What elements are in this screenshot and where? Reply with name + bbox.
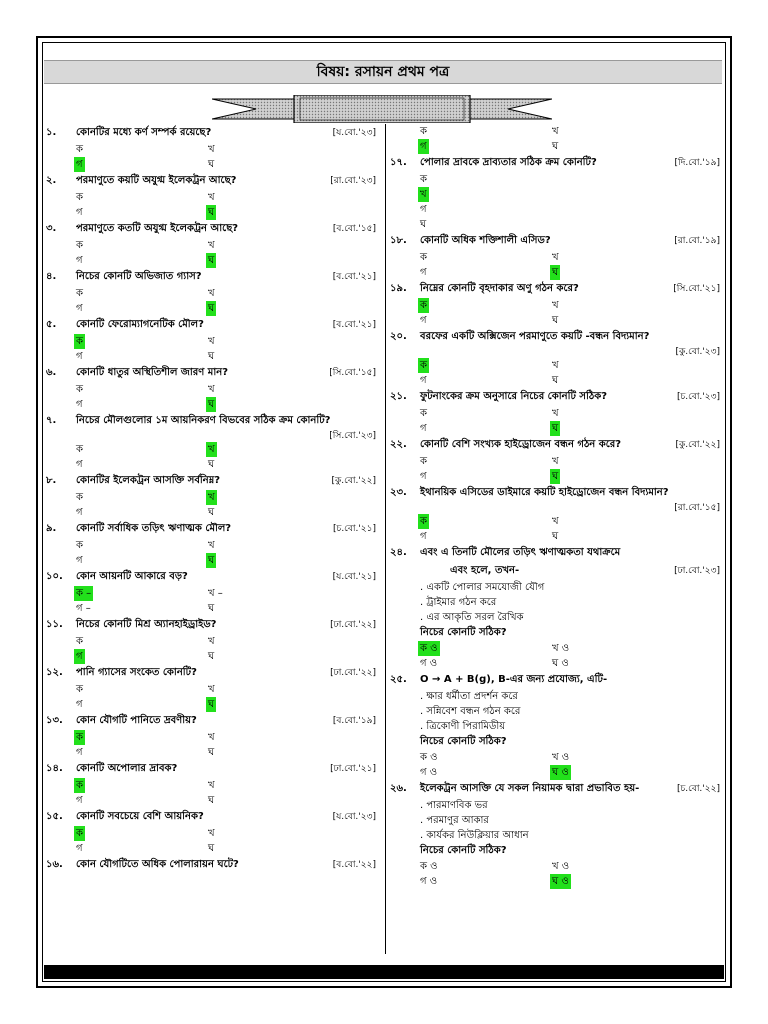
question-text: নিম্নের কোনটি বৃহদাকার অণু গঠন করে?: [420, 283, 579, 294]
question-text: পরমাণুতে কতটি অযুগ্ম ইলেকট্রন আছে?: [76, 223, 239, 234]
option-row: [390, 656, 724, 671]
option-1[interactable]: ক: [76, 444, 83, 455]
option-row: [46, 442, 380, 457]
option-row: [46, 190, 380, 205]
question-number: ৭.: [46, 415, 57, 426]
option-2[interactable]: খ ও: [552, 861, 570, 872]
question-source: [ব.বো.'২২]: [332, 860, 376, 870]
question-source: [চ.বো.'২১]: [332, 524, 376, 534]
option-3[interactable]: গ: [76, 399, 83, 410]
option-row: [46, 382, 380, 397]
option-2[interactable]: খ: [208, 192, 215, 203]
question-text: কোনটি ধাতুর অস্থিতিশীল জারণ মান?: [76, 367, 229, 378]
question-text: কোন আয়নটি আকারে বড়?: [76, 571, 188, 582]
option-row: [46, 730, 380, 745]
question-source: [ঢা.বো.'২১]: [330, 764, 376, 774]
question-source: [সি.বো.'২১]: [673, 284, 720, 294]
option-4[interactable]: ঘ: [552, 471, 559, 482]
question-source: [ঢা.বো.'২৩]: [674, 566, 720, 576]
question-line: [390, 388, 724, 406]
question-number: ২৪.: [390, 547, 407, 558]
option-row: [46, 157, 380, 172]
option-1[interactable]: ক: [420, 456, 427, 467]
option-2[interactable]: খ: [552, 456, 559, 467]
option-row: [46, 205, 380, 220]
question-text: কোনটি সর্বাধিক তড়িৎ ঋণাত্মক মৌল?: [76, 523, 232, 534]
statement-item: . ত্রিকোণী পিরামিডীয়: [420, 721, 506, 732]
option-4[interactable]: ঘ: [208, 603, 215, 614]
option-4[interactable]: ঘ: [208, 303, 215, 314]
option-2[interactable]: খ: [208, 444, 215, 455]
statement-item: . একটি পোলার সমযোজী যৌগ: [420, 582, 545, 593]
option-2[interactable]: খ: [552, 126, 559, 137]
option-2[interactable]: খ: [552, 300, 559, 311]
option-row: [46, 238, 380, 253]
question-text: পরমাণুতে কয়টি অযুগ্ম ইলেকট্রন আছে?: [76, 175, 237, 186]
option-3[interactable]: গ ও: [420, 767, 438, 778]
question-source: [কু.বো.'২৩]: [675, 347, 720, 357]
left-column: [46, 124, 380, 874]
option-3[interactable]: গ: [76, 159, 83, 170]
option-4[interactable]: ঘ: [208, 699, 215, 710]
question-source: [ব.বো.'১৫]: [332, 224, 376, 234]
option-row: [46, 697, 380, 712]
option-1[interactable]: ক: [76, 636, 83, 647]
option-3[interactable]: গ –: [76, 603, 91, 614]
question-prompt: নিচের কোনটি সঠিক?: [420, 736, 507, 747]
question-line: [390, 562, 724, 580]
option-row: [46, 601, 380, 616]
option-row: [46, 586, 380, 601]
option-3[interactable]: গ ও: [420, 876, 438, 887]
option-1[interactable]: ক: [76, 144, 83, 155]
option-row: [46, 397, 380, 412]
question-line: [46, 712, 380, 730]
question-line: [46, 616, 380, 634]
option-row: [390, 172, 724, 187]
option-2[interactable]: খ ও: [552, 752, 570, 763]
option-row: [390, 469, 724, 484]
option-row: [390, 406, 724, 421]
question-text: ইলেকট্রন আসক্তি যে সকল নিয়ামক দ্বারা প্রভাবিত হয়-: [420, 783, 640, 794]
option-2[interactable]: খ: [208, 492, 215, 503]
question-text: কোনটি অধিক শক্তিশালী এসিড?: [420, 235, 551, 246]
question-number: ২৩.: [390, 487, 407, 498]
option-2[interactable]: খ: [208, 780, 215, 791]
option-4[interactable]: ঘ: [208, 507, 215, 518]
question-source: [ঢা.বো.'২২]: [330, 668, 376, 678]
question-line: [46, 220, 380, 238]
option-2[interactable]: খ: [208, 540, 215, 551]
question-number: ২.: [46, 175, 57, 186]
question-number: ১৯.: [390, 283, 407, 294]
option-2[interactable]: খ: [208, 384, 215, 395]
option-3[interactable]: গ: [420, 141, 427, 152]
option-row: [390, 421, 724, 436]
question-number: ৯.: [46, 523, 57, 534]
decorative-ribbon: [212, 95, 552, 123]
question-number: ২৫.: [390, 674, 407, 685]
option-2[interactable]: খ: [552, 360, 559, 371]
option-2[interactable]: খ: [208, 636, 215, 647]
option-4[interactable]: ঘ: [552, 531, 559, 542]
statement-item: . সন্নিবেশ বন্ধন গঠন করে: [420, 706, 521, 717]
option-row: [46, 142, 380, 157]
question-text: পানি গ্যাসের সংকেত কোনটি?: [76, 667, 197, 678]
question-number: ৬.: [46, 367, 57, 378]
question-source: [য.বো.'২৩]: [332, 812, 376, 822]
option-1[interactable]: ক: [76, 288, 83, 299]
option-1[interactable]: ক: [76, 384, 83, 395]
option-3[interactable]: গ: [420, 423, 427, 434]
question-line: [46, 760, 380, 778]
option-1[interactable]: ক: [420, 252, 427, 263]
option-1[interactable]: ক: [76, 240, 83, 251]
question-line: [46, 124, 380, 142]
option-row: [46, 349, 380, 364]
option-row: [390, 859, 724, 874]
option-1[interactable]: ক –: [76, 588, 92, 599]
option-row: [390, 514, 724, 529]
option-2[interactable]: খ: [552, 252, 559, 263]
column-divider: [385, 124, 386, 954]
question-number: ১৫.: [46, 811, 63, 822]
question-number: ১৭.: [390, 157, 407, 168]
question-text: কোনটির মধ্যে কর্ণ সম্পর্ক রয়েছে?: [76, 127, 212, 138]
option-1[interactable]: ক: [420, 516, 427, 527]
option-3[interactable]: গ: [76, 459, 83, 470]
option-1[interactable]: ক: [76, 828, 83, 839]
option-4[interactable]: ঘ: [208, 459, 215, 470]
option-row: [390, 529, 724, 544]
question-line: [390, 328, 724, 346]
option-row: [390, 641, 724, 656]
option-4[interactable]: ঘ: [208, 843, 215, 854]
statement-item: . পারমাণবিক ভর: [420, 800, 488, 811]
option-row: [390, 124, 724, 139]
question-source: [দি.বো.'১৯]: [674, 158, 720, 168]
option-row: [46, 286, 380, 301]
question-text: কোনটি অপোলার দ্রাবক?: [76, 763, 178, 774]
question-line: [46, 568, 380, 586]
right-column: [390, 124, 724, 889]
question-text: বরফের একটি অক্সিজেন পরমাণুতে কয়টি -বন্ধন বিদ্যমান?: [420, 331, 650, 342]
option-1[interactable]: ক ও: [420, 861, 438, 872]
option-4[interactable]: ঘ: [208, 795, 215, 806]
question-number: ১২.: [46, 667, 63, 678]
option-row: [46, 745, 380, 760]
option-row: [46, 538, 380, 553]
question-number: ৮.: [46, 475, 57, 486]
question-source: [সি.বো.'২৩]: [329, 431, 376, 441]
option-1[interactable]: ক: [76, 492, 83, 503]
option-4[interactable]: ঘ ও: [552, 658, 569, 669]
option-2[interactable]: খ: [420, 189, 427, 200]
option-4[interactable]: ঘ: [552, 423, 559, 434]
option-row: [390, 298, 724, 313]
option-1[interactable]: ক ও: [420, 643, 438, 654]
question-prompt: নিচের কোনটি সঠিক?: [420, 845, 507, 856]
option-4[interactable]: ঘ: [208, 651, 215, 662]
option-3[interactable]: গ: [420, 315, 427, 326]
option-1[interactable]: ক: [76, 540, 83, 551]
option-row: [390, 202, 724, 217]
question-number: ১৪.: [46, 763, 63, 774]
question-prompt: নিচের কোনটি সঠিক?: [420, 627, 507, 638]
option-3[interactable]: গ: [420, 267, 427, 278]
question-line: [390, 154, 724, 172]
option-4[interactable]: ঘ: [208, 207, 215, 218]
option-3[interactable]: গ: [76, 843, 83, 854]
option-1[interactable]: ক: [420, 174, 427, 185]
question-line: [46, 268, 380, 286]
question-number: ১০.: [46, 571, 63, 582]
question-line: [390, 780, 724, 798]
option-row: [390, 765, 724, 780]
question-line: [390, 232, 724, 250]
option-3[interactable]: গ: [76, 699, 83, 710]
option-row: [390, 313, 724, 328]
question-source: [ঢা.বো.'২২]: [330, 620, 376, 630]
question-line: [46, 172, 380, 190]
option-4[interactable]: ঘ: [208, 159, 215, 170]
question-line: [390, 671, 724, 689]
option-row: [390, 187, 724, 202]
option-row: [390, 265, 724, 280]
question-text: নিচের কোনটি অভিজাত গ্যাস?: [76, 271, 202, 282]
option-4[interactable]: ঘ: [552, 375, 559, 386]
option-row: [390, 358, 724, 373]
question-source: [চ.বো.'২২]: [676, 784, 720, 794]
question-source: [রা.বো.'১৫]: [674, 503, 720, 513]
question-source: [সি.বো.'১৫]: [329, 368, 376, 378]
question-source: [ব.বো.'২১]: [332, 320, 376, 330]
question-line: [46, 364, 380, 382]
question-source: [ব.বো.'২১]: [332, 272, 376, 282]
option-3[interactable]: গ: [76, 747, 83, 758]
question-text: এবং হলে, তখন-: [450, 565, 520, 576]
option-row: [46, 682, 380, 697]
option-row: [46, 841, 380, 856]
question-number: ২৬.: [390, 783, 407, 794]
option-row: [390, 750, 724, 765]
option-2[interactable]: খ: [552, 408, 559, 419]
question-line: [46, 316, 380, 334]
question-text: কোন যৌগটিতে অধিক পোলারায়ন ঘটে?: [76, 859, 239, 870]
option-1[interactable]: ক: [76, 732, 83, 743]
option-3[interactable]: গ: [76, 555, 83, 566]
option-row: [46, 301, 380, 316]
question-number: ১৩.: [46, 715, 63, 726]
question-number: ৫.: [46, 319, 57, 330]
question-text: কোনটি বেশি সংখ্যক হাইড্রোজেন বন্ধন গঠন করে?: [420, 439, 622, 450]
option-3[interactable]: গ: [76, 507, 83, 518]
option-3[interactable]: গ: [76, 351, 83, 362]
option-2[interactable]: খ ও: [552, 643, 570, 654]
option-1[interactable]: ক ও: [420, 752, 438, 763]
option-2[interactable]: খ: [552, 516, 559, 527]
option-2[interactable]: খ: [208, 828, 215, 839]
question-text: নিচের মৌলগুলোর ১ম আয়নিকরণ বিভবের সঠিক ক্রম কোনটি?: [76, 415, 331, 426]
option-3[interactable]: গ: [76, 207, 83, 218]
option-4[interactable]: ঘ: [208, 351, 215, 362]
question-number: ১৮.: [390, 235, 407, 246]
option-row: [390, 217, 724, 232]
question-text: O → A + B(g), B-এর জন্য প্রযোজ্য, এটি-: [420, 674, 608, 685]
question-source: [চ.বো.'২৩]: [676, 392, 720, 402]
option-4[interactable]: ঘ: [208, 399, 215, 410]
option-2[interactable]: খ: [208, 336, 215, 347]
question-text: ফুটনাংকের ক্রম অনুসারে নিচের কোনটি সঠিক?: [420, 391, 608, 402]
option-1[interactable]: ক: [76, 336, 83, 347]
statement-item: . এর আকৃতি সরল রৈখিক: [420, 612, 524, 623]
option-3[interactable]: গ: [420, 531, 427, 542]
question-text: কোনটির ইলেকট্রন আসক্তি সর্বনিম্ন?: [76, 475, 221, 486]
question-text: ইথানয়িক এসিডের ডাইমারে কয়টি হাইড্রোজেন বন্ধন বিদ্যমান?: [420, 487, 669, 498]
page-title: বিষয়: রসায়ন প্রথম পত্র: [44, 60, 722, 84]
question-number: ২১.: [390, 391, 407, 402]
question-source: [কু.বো.'২২]: [331, 476, 376, 486]
option-1[interactable]: ক: [76, 684, 83, 695]
question-line: [390, 484, 724, 502]
option-2[interactable]: খ: [208, 732, 215, 743]
option-row: [46, 253, 380, 268]
option-row: [46, 334, 380, 349]
option-row: [390, 373, 724, 388]
option-3[interactable]: গ: [76, 255, 83, 266]
question-line: [46, 808, 380, 826]
question-source: [ব.বো.'১৯]: [332, 716, 376, 726]
statement-item: . কার্যকর নিউক্লিয়ার আধান: [420, 830, 529, 841]
option-1[interactable]: ক: [420, 300, 427, 311]
question-source: [রা.বো.'১৯]: [674, 236, 720, 246]
question-line: [390, 436, 724, 454]
option-3[interactable]: গ: [76, 795, 83, 806]
option-row: [46, 553, 380, 568]
option-3[interactable]: গ: [420, 204, 427, 215]
option-row: [46, 634, 380, 649]
question-source: [কু.বো.'২২]: [675, 440, 720, 450]
option-1[interactable]: ক: [420, 126, 427, 137]
option-2[interactable]: খ –: [208, 588, 223, 599]
question-number: ১.: [46, 127, 57, 138]
option-row: [46, 778, 380, 793]
option-1[interactable]: ক: [420, 360, 427, 371]
question-line: [46, 520, 380, 538]
question-source: [য.বো.'২১]: [332, 572, 376, 582]
bottom-bar: [44, 965, 724, 979]
question-number: ৩.: [46, 223, 57, 234]
statement-item: . ট্রাইমার গঠন করে: [420, 597, 497, 608]
option-row: [46, 505, 380, 520]
question-line: [46, 664, 380, 682]
option-row: [390, 454, 724, 469]
option-row: [390, 139, 724, 154]
question-line: [390, 280, 724, 298]
option-4[interactable]: ঘ: [208, 747, 215, 758]
option-row: [390, 250, 724, 265]
option-4[interactable]: ঘ: [552, 267, 559, 278]
question-text: কোনটি সবচেয়ে বেশি আয়নিক?: [76, 811, 204, 822]
statement-item: . ক্ষার ধর্মীতা প্রদর্শন করে: [420, 691, 518, 702]
option-row: [46, 490, 380, 505]
question-line: [46, 472, 380, 490]
option-3[interactable]: গ: [76, 651, 83, 662]
statement-item: . পরমাণুর আকার: [420, 815, 489, 826]
option-4[interactable]: ঘ: [552, 141, 559, 152]
option-3[interactable]: গ: [420, 471, 427, 482]
question-source: [য.বো.'২৩]: [332, 128, 376, 138]
question-line: [46, 856, 380, 874]
option-2[interactable]: খ: [208, 288, 215, 299]
option-row: [46, 457, 380, 472]
option-2[interactable]: খ: [208, 684, 215, 695]
option-4[interactable]: ঘ ও: [552, 767, 569, 778]
question-text: নিচের কোনটি মিশ্র অ্যানহাইড্রাইড?: [76, 619, 217, 630]
option-4[interactable]: ঘ: [208, 255, 215, 266]
option-1[interactable]: ক: [76, 780, 83, 791]
option-3[interactable]: গ: [420, 375, 427, 386]
question-number: ১১.: [46, 619, 63, 630]
question-text: কোনটি ফেরোম্যাগনেটিক মৌল?: [76, 319, 204, 330]
question-source: [রা.বো.'২৩]: [330, 176, 376, 186]
question-text: পোলার দ্রাবকে দ্রাব্যতার সঠিক ক্রম কোনটি?: [420, 157, 597, 168]
option-4[interactable]: ঘ: [552, 315, 559, 326]
option-row: [46, 649, 380, 664]
question-line: [46, 412, 380, 430]
question-number: ২২.: [390, 439, 407, 450]
option-row: [46, 826, 380, 841]
question-line: [390, 544, 724, 562]
option-1[interactable]: ক: [420, 408, 427, 419]
question-text: কোন যৌগটি পানিতে দ্রবণীয়?: [76, 715, 197, 726]
option-1[interactable]: ক: [76, 192, 83, 203]
option-4[interactable]: ঘ: [420, 219, 427, 230]
question-number: ২০.: [390, 331, 407, 342]
option-2[interactable]: খ: [208, 240, 215, 251]
option-row: [46, 793, 380, 808]
question-number: ৪.: [46, 271, 57, 282]
option-4[interactable]: ঘ: [208, 555, 215, 566]
option-3[interactable]: গ: [76, 303, 83, 314]
option-3[interactable]: গ ও: [420, 658, 438, 669]
option-row: [390, 874, 724, 889]
question-number: ১৬.: [46, 859, 63, 870]
option-2[interactable]: খ: [208, 144, 215, 155]
option-4[interactable]: ঘ ও: [552, 876, 569, 887]
question-text: এবং এ তিনটি মৌলের তড়িৎ ঋণাত্মকতা যথাক্রমে: [420, 547, 621, 558]
